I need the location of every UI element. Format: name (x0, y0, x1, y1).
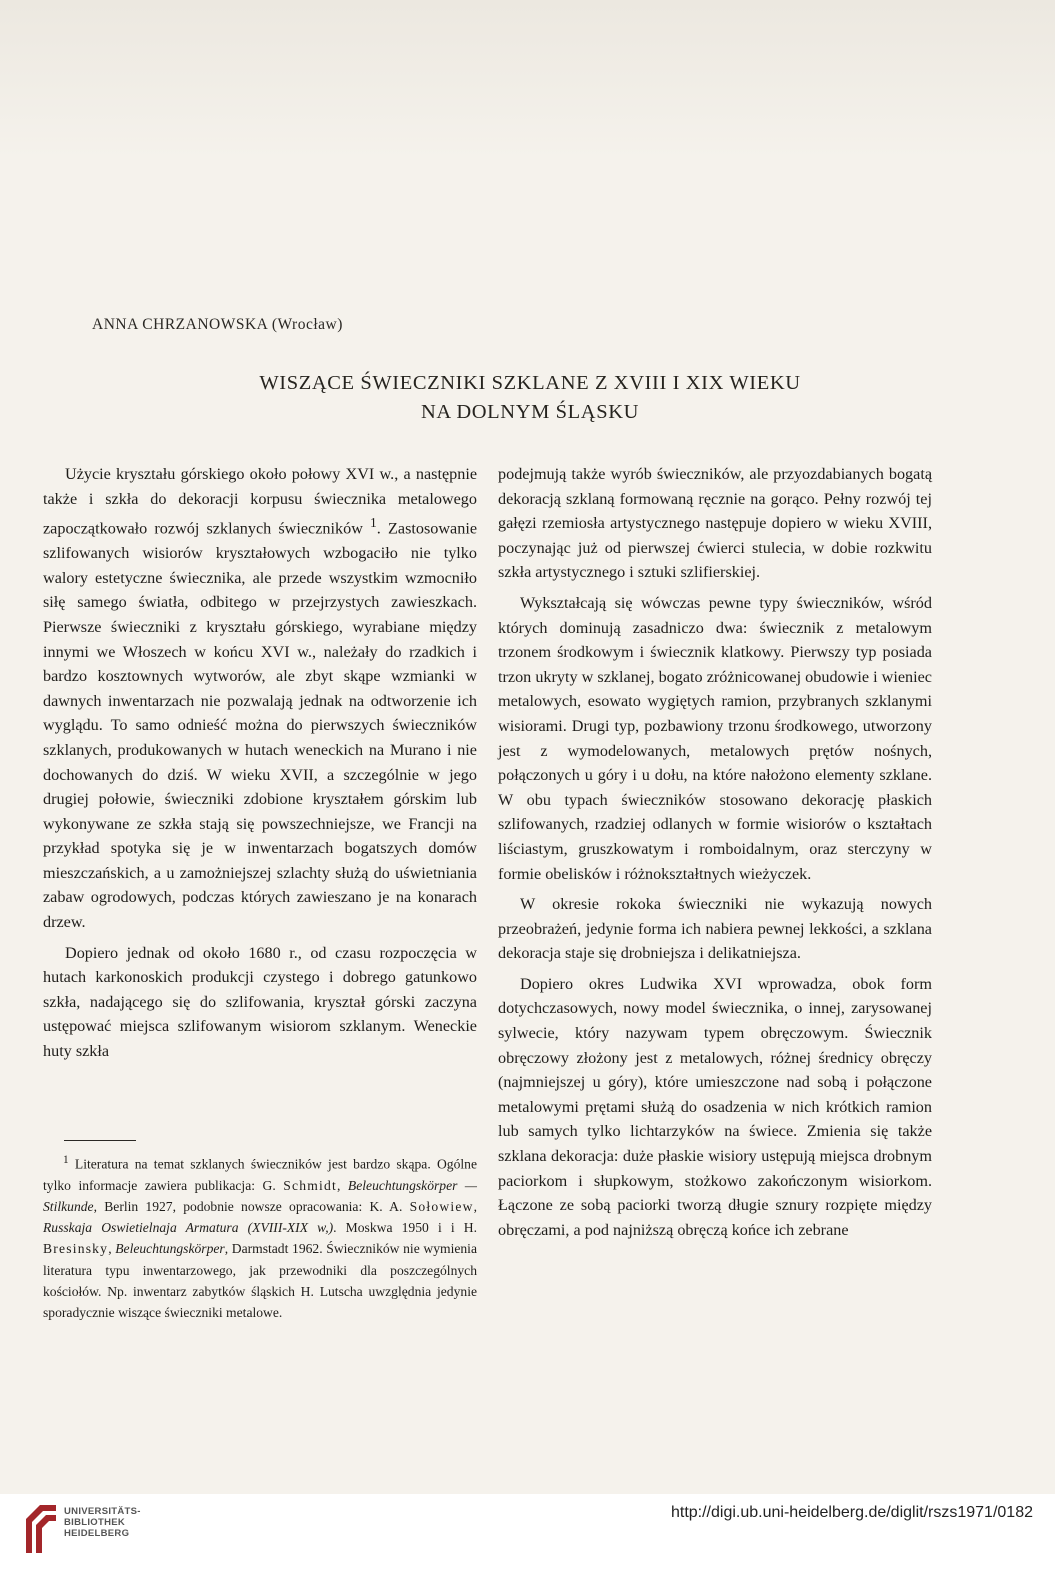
paragraph: Wykształcają się wówczas pewne typy świeczników, wśród których dominują zasadniczo dwa: świecznik z metalowym trzonem środkowym i świecznik klatkowy. Pierwszy typ posiada trzon ukryty w szklanej, bogato zróżnicowanej obudowie i wieniec metalowych, esowato wygiętych ramion, przybranych szklanymi wisiorami. Drugi typ, pozbawiony trzonu środkowego, utworzony jest z wymodelowanych, metalowych prętów nośnych, połączonych u góry i u dołu, na które nałożono elementy szklane. W obu typach świeczników stosowano dekorację płaskich szlifowanych, rzadziej odlanych w formie wisiorów o kształtach liściastym, gruszkowatym i romboidalnym, oraz sterczyny w formie obelisków i różnokształtnych wieżyczek. (498, 593, 932, 883)
paragraph: Użycie kryształu górskiego około połowy XVI w., a następnie także i szkła do dekoracji korpusu świecznika metalowego zapoczątkowało rozwój szklanych świeczników $^1$. Zastosowanie szlifowanych wisiorów kryształowych wzbogaciło nie tylko walory estetyczne świecznika, ale przede wszystkim wzmocniło siłę samego światła, odbitego w przejrzystych zawieszkach. Pierwsze świeczniki z kryształu górskiego, wyrabiane między innymi we Włoszech w końcu XVI w., należały do rzadkich i bardzo kosztownych wytworów, ale zbyt skąpe wzmianki w dawnych inwentarzach nie pozwalają jednak na odtworzenie ich wyglądu. To samo odnieść można do pierwszych świeczników szklanych, produkowanych w hutach weneckich na Murano i nie dochowanych do dziś. W wieku XVII, a szczególnie w jego drugiej połowie, świeczniki zdobione kryształem górskim lub wykonywane ze szkła stają się powszechniejsze, we Francji na przykład spotyka się je w inwentarzach bogatszych domów mieszczańskich, a u zamożniejszej szlachty służą do uświetniania zabaw ogrodowych, podczas których zawieszano je na konarach drzew. (43, 465, 477, 932)
left-text-column (43, 462, 477, 1064)
bleed-through-shading (0, 0, 1055, 160)
footnote-ref: 1 (370, 515, 377, 531)
paragraph: W okresie rokoka świeczniki nie wykazują nowych przeobrażeń, jedynie forma ich nabiera pewnej lekkości, a szklana dekoracja staje się drobniejsza i delikatniejsza. (498, 895, 932, 963)
footnote-rule (64, 1140, 136, 1141)
right-text-column (498, 462, 932, 1242)
library-name: UNIVERSITÄTS- BIBLIOTHEK HEIDELBERG (64, 1506, 141, 1539)
paragraph: Dopiero jednak od około 1680 r., od czasu rozpoczęcia w hutach karkonoskich produkcji czystego i dobrego gatunkowo szkła, nadającego się do szlifowania, kryształ górski zaczyna ustępować miejsca szlifowanym wisiorom szklanym. Weneckie huty szkła (43, 943, 477, 1061)
paragraph: Dopiero okres Ludwika XVI wprowadza, obok form dotychczasowych, nowy model świecznika, o innej, zarysowanej sylwecie, który nazywam typem obręczowym. Świecznik obręczowy złożony jest z metalowych, różnej średnicy obręczy (najmniejszej u góry), które umieszczone nad sobą i połączone metalowymi prętami służą do osadzenia w nich krótkich ramion lub samych tylko lichtarzyków na świece. Zmienia się także szklana dekoracja: duże płaskie wisiory ustępują miejsca drobnym paciorkom i słupkowym, stożkowo zakończonym wisiorkom. Łączone ze sobą paciorki tworzą długie sznury rozpięte między obręczami, a pod najniższą obręczą końce ich zebrane (498, 974, 932, 1239)
article-title-line-2: NA DOLNYM ŚLĄSKU (420, 401, 640, 423)
library-logo-icon (20, 1501, 64, 1555)
source-url-link[interactable]: http://digi.ub.uni-heidelberg.de/diglit/rszs1971/0182 (670, 1504, 1033, 1521)
paragraph: podejmują także wyrób świeczników, ale przyozdabianych bogatą dekoracją szklaną formowaną ręcznie na gorąco. Pełny rozwój tej gałęzi rzemiosła artystycznego następuje dopiero w wieku XVIII, poczynając już od pierwszej ćwierci stulecia, w dobie rozkwitu szkła artystycznego i sztuki szlifierskiej. (498, 465, 932, 582)
footnote: $^1$ Literatura na temat szklanych świeczników jest bardzo skąpa. Ogólne tylko informacje zawiera publikacja: G. Schmidt, Beleuchtungskörper — Stilkunde, Berlin 1927, podobnie nowsze opracowania: K. A. Sołowiew, Russkaja Oswietielnaja Armatura (XVIII-XIX w,). Moskwa 1950 i i H. Bresinsky, Beleuchtungskörper, Darmstadt 1962. Świeczników nie wymienia literatura typu inwentarzowego, jak przewodniki dla poszczególnych kościołów. Np. inwentarz zabytków śląskich H. Lutscha uwzględnia jedynie sporadycznie wiszące świeczniki metalowe. (43, 1154, 477, 1320)
author-line: ANNA CHRZANOWSKA (Wrocław) (92, 316, 343, 333)
article-title-line-1: WISZĄCE ŚWIECZNIKI SZKLANE Z XVIII I XIX WIEKU (259, 372, 801, 394)
